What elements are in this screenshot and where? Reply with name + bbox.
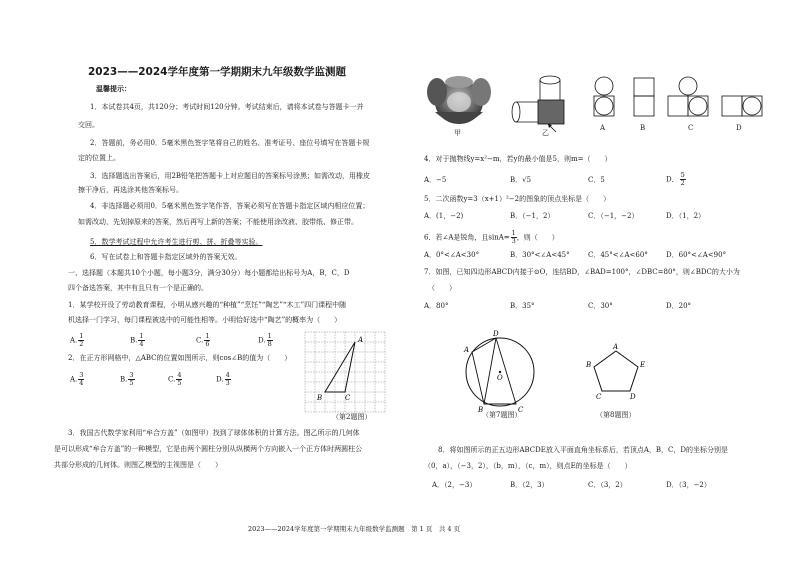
label-d: D (493, 330, 499, 338)
q2-figure-caption: （第2题图） (332, 413, 372, 421)
notice-label: 温馨提示： (96, 84, 131, 93)
label-b: B (317, 394, 323, 402)
figure-jia-steinmetz (425, 74, 495, 130)
q1-option-c[interactable]: C. $\frac{1}{6}$ (196, 332, 210, 348)
q7-option-c[interactable]: C．30° (588, 302, 613, 310)
label-o: O (497, 374, 503, 382)
q4-option-d[interactable]: D． $\frac{5}{2}$ (666, 171, 685, 187)
q4-option-b[interactable]: B．√5 (510, 176, 532, 184)
q5-stem: 5．二次函数y=3（x+1）²−2的图象的顶点坐标是（ ） (424, 195, 611, 203)
q5-option-c[interactable]: C．（−1，−2） (588, 212, 639, 220)
q8-stem: 8．将如图所示的正五边形ABCDE放入平面直角坐标系后，若顶点A，B，C，D的坐标分别是 (438, 446, 729, 454)
q8-option-b[interactable]: B．（2，3） (510, 481, 549, 489)
q2-option-a[interactable]: A. $\frac{3}{4}$ (70, 371, 84, 387)
figure-label-yi: 乙 (542, 129, 549, 137)
q8-option-c[interactable]: C．（3，2） (588, 481, 627, 489)
notice-line: 5．数学考试过程中允许考生进行剪、拼、折叠等实验。 (90, 238, 263, 246)
notice-line: 擦干净后，再选涂其他答案标号。 (78, 186, 183, 194)
section-heading: 四个备选答案，其中有且只有一个是正确的。 (68, 284, 208, 292)
notice-line: 交回。 (78, 121, 99, 129)
label-a: A (613, 343, 619, 351)
notice-line: 6．写在试卷上和答题卡指定区域外的答案无效。 (90, 253, 242, 261)
q2-option-d[interactable]: D. $\frac{4}{3}$ (216, 371, 230, 387)
label-b: B (586, 361, 592, 369)
label-b: B (478, 406, 484, 414)
q8-option-a[interactable]: A．（2，−3） (432, 481, 477, 489)
notice-line: 如需改动，先划掉原来的答案，然后再写上新的答案；不能使用涂改液、胶带纸、修正带。 (78, 218, 358, 226)
notice-line: 4．非选择题必须用0．5毫米黑色签字笔作答，答案必须写在答题卡指定区域内相应位置； (90, 202, 370, 210)
q3-stem: 共部分形成的几何体。则图乙模型的主视图是（ ） (54, 461, 222, 469)
label-a: A (358, 336, 364, 344)
q8-figure-caption: （第8题图） (596, 411, 636, 419)
q4-option-c[interactable]: C．5 (588, 176, 605, 184)
figure-label-jia: 甲 (454, 129, 461, 137)
q7-stem: （ ） (428, 284, 456, 292)
choice-b-label[interactable]: B (640, 124, 646, 132)
q4-stem: 4．对于抛物线y=x²−m，若y的最小值是5，则m=（ ） (424, 155, 612, 163)
q2-stem: 2．在正方形网格中，△ABC的位置如图所示，则cos∠B的值为（ ） (68, 354, 292, 362)
section-heading: 一、选择题（本题共10个小题，每小题3分，满分30分）每小题都给出标号为A，B，C，D (68, 269, 350, 277)
q8-stem: （0，a），（−3，2），（b，m），（c，m），则点E的坐标是（ ） (424, 462, 632, 470)
choice-c-label[interactable]: C (688, 124, 694, 132)
q6-option-a[interactable]: A．0°<∠A<30° (424, 251, 480, 259)
notice-line: 定的位置上。 (78, 154, 120, 162)
label-a: A (464, 346, 470, 354)
q1-option-d[interactable]: D. $\frac{1}{8}$ (258, 332, 272, 348)
page-footer: 2023——2024学年度第一学期期末九年级数学监测题 第 1 页 共 4 页 (248, 525, 461, 533)
q6-option-d[interactable]: D．60°<∠A<90° (666, 251, 727, 259)
choice-a-label[interactable]: A (600, 124, 606, 132)
notice-line: 2．答题前，务必用0．5毫米黑色签字笔将自己的姓名、准考证号、座位号填写在答题卡规 (90, 139, 370, 147)
q1-stem: 1．某学校开设了劳动教育课程，小明从感兴趣的“种植”“烹饪”“陶艺”“木工”四门课程中随 (68, 301, 347, 309)
q6-option-c[interactable]: C．45°<∠A<60° (588, 251, 648, 259)
q6-stem: 6．若∠A是锐角，且sinA= $\frac{1}{3}$ ，则（ ） (424, 229, 559, 245)
q1-option-b[interactable]: B. $\frac{1}{4}$ (130, 332, 144, 348)
q7-option-a[interactable]: A．80° (424, 302, 449, 310)
q3-stem: 是可以形成“牟合方盖”的一种模型，它是由两个圆柱分别从纵横两个方向嵌入一个正方体时两圆柱公 (54, 445, 363, 453)
label-c: C (596, 393, 602, 401)
choice-d-label[interactable]: D (736, 124, 742, 132)
q2-option-c[interactable]: C. $\frac{4}{5}$ (168, 371, 182, 387)
q2-option-b[interactable]: B. $\frac{3}{5}$ (120, 371, 134, 387)
q1-stem: 机选择一门学习，每门课程被选中的可能性相等。小明恰好选中“陶艺”的概率为（ ） (68, 316, 342, 324)
q5-option-d[interactable]: D．（1，2） (666, 212, 706, 220)
q4-option-a[interactable]: A．−5 (424, 176, 447, 184)
label-c: C (345, 394, 351, 402)
triangle-abc (325, 342, 355, 392)
notice-line: 3．选择题选出答案后，用2B铅笔把答题卡上对应题目的答案标号涂黑；如需改动，用橡皮 (90, 172, 371, 180)
q7-circle-figure (464, 328, 544, 414)
q7-option-d[interactable]: D．20° (666, 302, 692, 310)
label-e: E (640, 361, 646, 369)
page-title: 2023——2024学年度第一学期期末九年级数学监测题 (88, 66, 346, 78)
q6-option-b[interactable]: B．30°<∠A<45° (510, 251, 570, 259)
q3-stem: 3．我国古代数学家利用“牟合方盖”（如图甲）找到了球体体积的计算方法。图乙所示的几何体 (68, 429, 360, 437)
q7-option-b[interactable]: B．35° (510, 302, 535, 310)
q1-option-a[interactable]: A. $\frac{1}{2}$ (70, 332, 84, 348)
notice-line: 1．本试卷共4页，共120分；考试时间120分钟。考试结束后，请将本试卷与答题卡一并 (90, 103, 364, 111)
q7-figure-caption: （第7题图） (482, 411, 522, 419)
q5-option-b[interactable]: B．（−1，2） (510, 212, 555, 220)
q5-option-a[interactable]: A．(1，−2) (424, 212, 464, 220)
label-c: C (518, 406, 524, 414)
q8-option-d[interactable]: D．（3，−2） (666, 481, 711, 489)
q7-stem: 7．如图，已知四边形ABCD内接于⊙O，连结BD，∠BAD=100°，∠DBC=80°，则∠BDC的大小为 (424, 268, 740, 276)
q8-pentagon-figure (586, 343, 648, 401)
figure-yi-model (508, 74, 578, 154)
label-d: D (630, 393, 636, 401)
q2-grid-figure (305, 332, 385, 412)
